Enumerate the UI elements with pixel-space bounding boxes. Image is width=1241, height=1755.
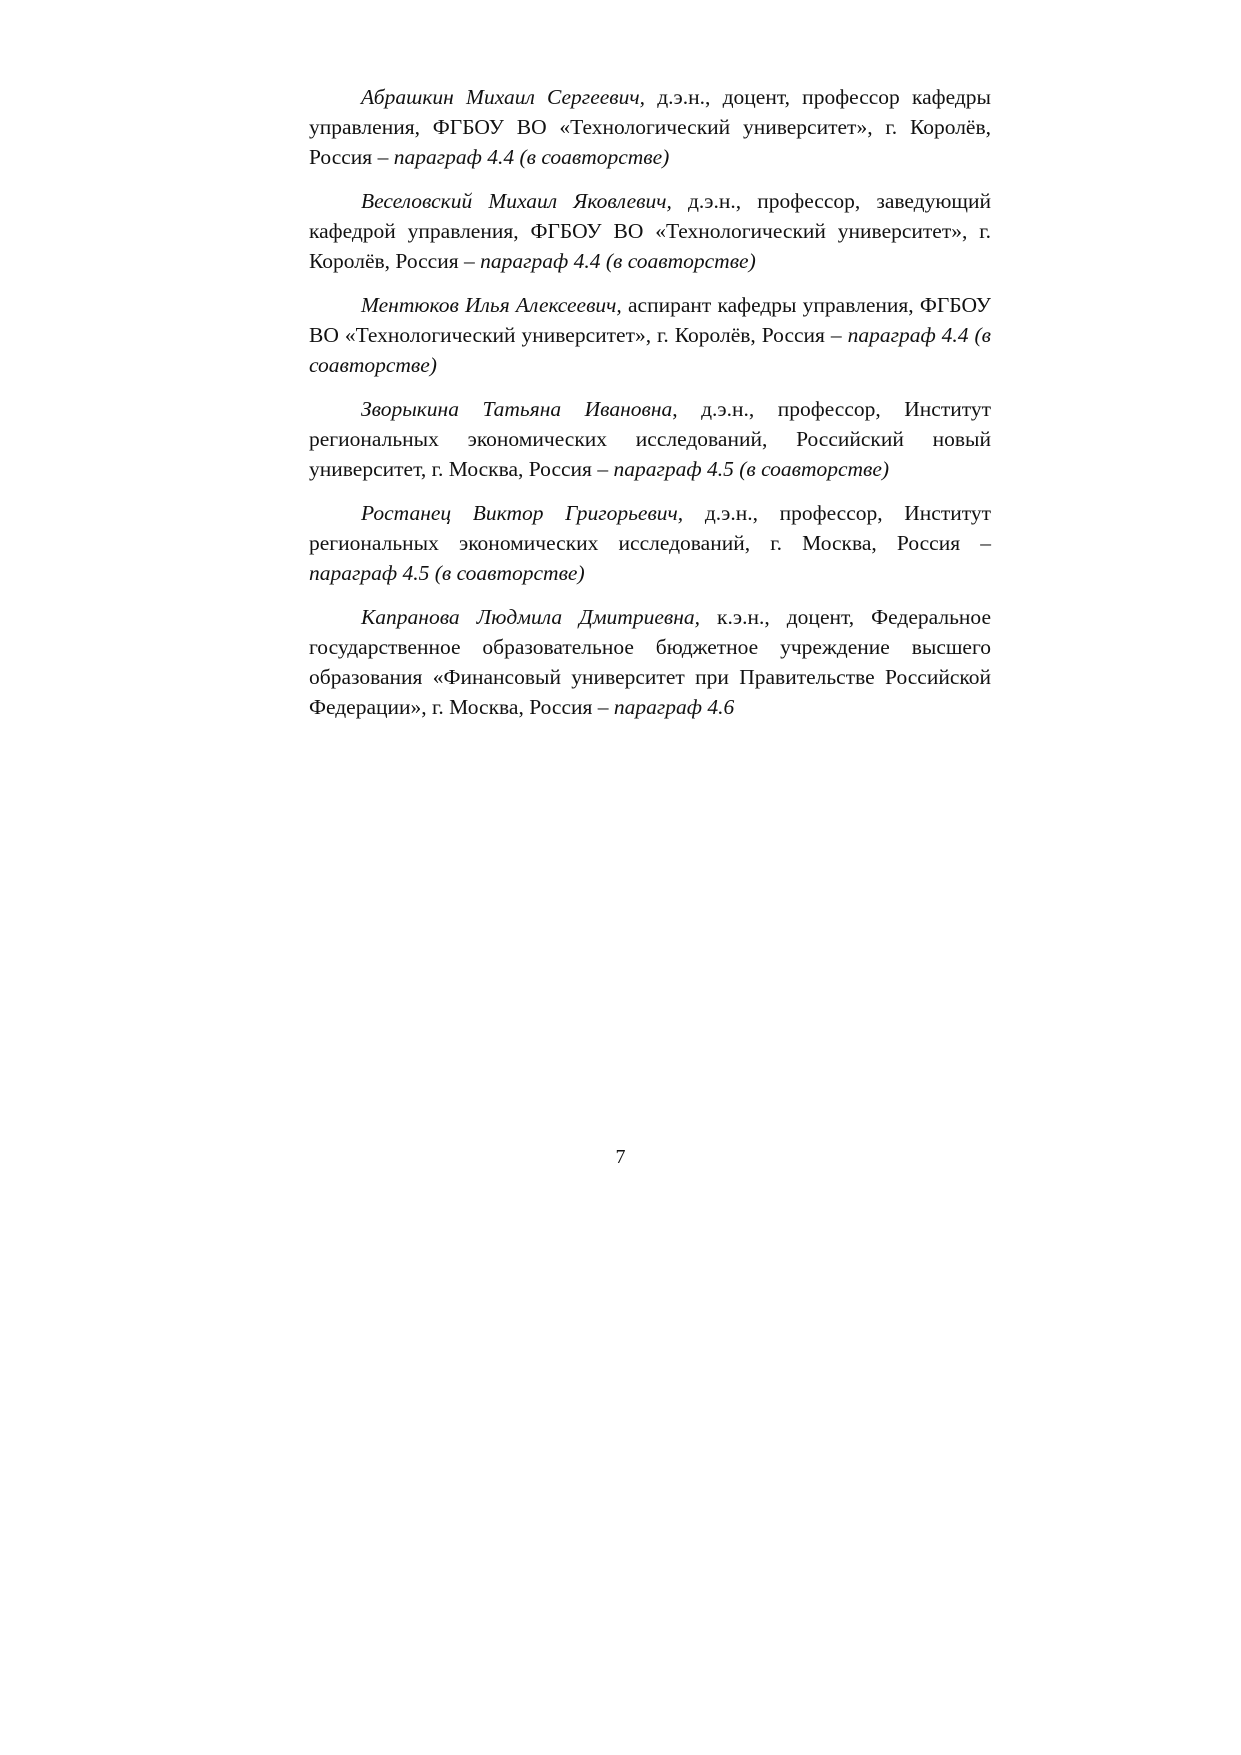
author-entry bbox=[309, 498, 991, 588]
author-name: Веселовский Михаил Яковлевич, bbox=[361, 189, 672, 213]
author-section: параграф 4.4 (в соавторстве) bbox=[393, 145, 670, 169]
author-section: параграф 4.4 (в соавторстве) bbox=[309, 323, 991, 377]
author-entry bbox=[309, 290, 991, 380]
author-name: Ментюков Илья Алексеевич, bbox=[361, 293, 622, 317]
author-description: аспирант кафедры управления, ФГБОУ ВО «Технологический университет», г. Королёв, Россия – bbox=[309, 293, 991, 347]
author-description: к.э.н., доцент, Федеральное государственное образовательное бюджетное учреждение высшего образования «Финансовый университет при Правительстве Российской Федерации», г. Москва, Россия – bbox=[309, 605, 991, 719]
author-entry bbox=[309, 186, 991, 276]
author-name: Зворыкина Татьяна Ивановна bbox=[361, 397, 673, 421]
author-entry bbox=[309, 82, 991, 172]
author-description: , д.э.н., профессор, Институт региональных экономических исследований, Российский новый университет, г. Москва, Россия – bbox=[309, 397, 991, 481]
author-section: параграф 4.4 (в соавторстве) bbox=[480, 249, 756, 273]
author-section: параграф 4.6 bbox=[613, 695, 735, 719]
author-entry bbox=[309, 394, 991, 484]
author-description: д.э.н., профессор, заведующий кафедрой управления, ФГБОУ ВО «Технологический университет», г. Королёв, Россия – bbox=[309, 189, 992, 273]
author-name: Абрашкин Михаил Сергеевич, bbox=[361, 85, 645, 109]
author-section: параграф 4.5 (в соавторстве) bbox=[309, 561, 585, 585]
author-list bbox=[309, 82, 991, 736]
author-section: параграф 4.5 (в соавторстве) bbox=[613, 457, 890, 481]
author-name: Капранова Людмила Дмитриевна, bbox=[361, 605, 700, 629]
author-name: Ростанец Виктор Григорьевич, bbox=[361, 501, 684, 525]
author-entry bbox=[309, 602, 991, 722]
page-number: 7 bbox=[615, 1146, 626, 1168]
author-description: д.э.н., профессор, Институт региональных экономических исследований, г. Москва, Россия – bbox=[309, 501, 991, 555]
author-description: д.э.н., доцент, профессор кафедры управления, ФГБОУ ВО «Технологический университет», г. Королёв, Россия – bbox=[309, 85, 991, 169]
